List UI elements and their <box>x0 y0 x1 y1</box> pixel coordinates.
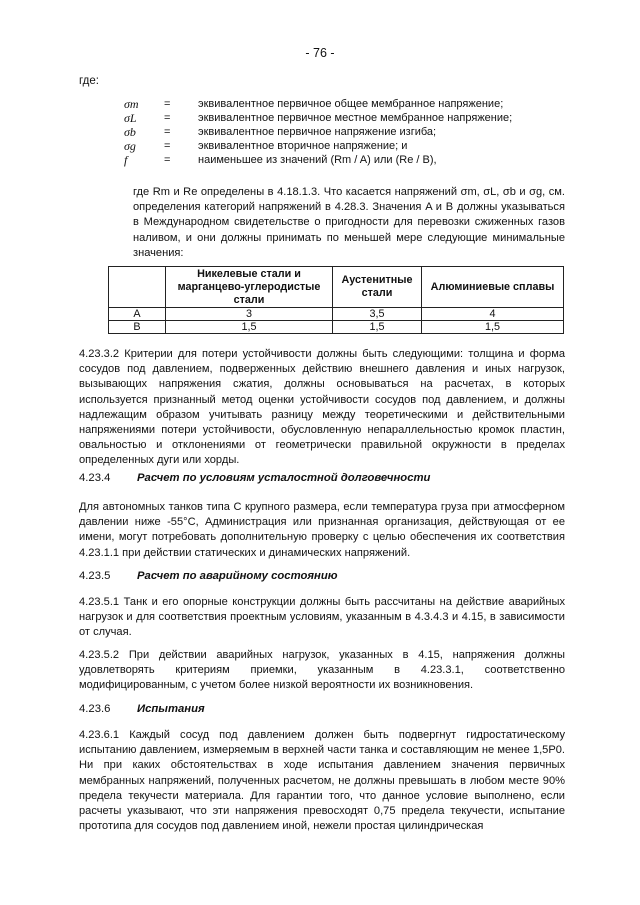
table-header-row <box>109 267 564 308</box>
heading-title: Испытания <box>137 703 205 715</box>
definition-text: эквивалентное первичное напряжение изгиба; <box>198 126 437 138</box>
definition-symbol: σg <box>124 139 136 153</box>
table-header-cell <box>109 267 166 308</box>
definition-paragraph: где Rm и Re определены в 4.18.1.3. Что касается напряжений σm, σL, σb и σg, см. определения категорий напряжений в 4.28.3. Значения A и B должны указываться в Международном свидетельстве о пригодности для перевозки сжиженных газов наливом, и они должны принимать по меньшей мере следующие минимальные значения: <box>133 186 565 259</box>
table-cell: 1,5 <box>422 321 564 334</box>
table-header-cell: Аустенитные стали <box>333 267 422 308</box>
definition-row <box>124 111 512 125</box>
definitions-list <box>124 97 512 167</box>
definition-symbol: σb <box>124 125 136 139</box>
heading-number: 4.23.4 <box>79 472 111 484</box>
definition-symbol: σL <box>124 111 137 125</box>
paragraph-4-23-3-2: 4.23.3.2 Критерии для потери устойчивости должны быть следующими: толщина и форма сосудов под давлением, подверженных действию внешнего давления и иных нагрузок, вызывающих напряжения сжатия, должны основываться на расчетах, в которых используется признанный метод оценки устойчивости сосудов под давлением, и должны надлежащим образом учитывать разницу между теоретическими и действительными напряжениями потери устойчивости, обусловленную непараллельностью кромок пластин, овальностью и отклонениями от геометрически правильной окружности в пределах определенных дуги или хорды. <box>79 348 565 467</box>
table-row <box>109 321 564 334</box>
definition-text: эквивалентное первичное местное мембранное напряжение; <box>198 112 513 124</box>
paragraph-4-23-4: Для автономных танков типа C крупного размера, если температура груза при атмосферном давлении ниже -55°C, Администрация или признанная организация, действующая от ее имени, могут потребовать дополнительную проверку с целью обеспечения их соответствия 4.23.1.1 при действии статических и динамических напряжений. <box>79 501 565 559</box>
heading-title: Расчет по условиям усталостной долговечности <box>137 472 431 484</box>
definition-text: наименьшее из значений (Rm / A) или (Re / B), <box>198 154 437 166</box>
heading-4-23-6 <box>79 703 205 715</box>
table-cell: 3 <box>166 308 333 321</box>
equals-sign: = <box>164 112 171 124</box>
definition-symbol: σm <box>124 97 139 111</box>
heading-title: Расчет по аварийному состоянию <box>137 570 338 582</box>
paragraph-4-23-6-1: 4.23.6.1 Каждый сосуд под давлением должен быть подвергнут гидростатическому испытанию давлением, измеряемым в верхней части танка и составляющим не менее 1,5P0. Ни при каких обстоятельствах в ходе испытания давлением значения первичных мембранных напряжений, полученных расчетом, не должны превышать в любом месте 90% предела текучести материала. Для гарантии того, что данное условие выполнено, если расчеты указывают, что эти напряжения превосходят 0,75 предела текучести, испытание прототипа для сосудов под давлением иной, нежели простая цилиндрическая <box>79 729 565 833</box>
table-header-cell: Алюминиевые сплавы <box>422 267 564 308</box>
definition-row <box>124 97 512 111</box>
definition-text: эквивалентное вторичное напряжение; и <box>198 140 408 152</box>
table-cell: 1,5 <box>166 321 333 334</box>
intro-word: где: <box>79 75 99 87</box>
definition-symbol: f <box>124 153 128 167</box>
table-cell: B <box>109 321 166 334</box>
definition-row <box>124 125 512 139</box>
equals-sign: = <box>164 98 171 110</box>
table-cell: A <box>109 308 166 321</box>
definition-row <box>124 153 512 167</box>
equals-sign: = <box>164 126 171 138</box>
table-cell: 1,5 <box>333 321 422 334</box>
page-number: - 76 - <box>305 46 335 60</box>
equals-sign: = <box>164 154 171 166</box>
heading-4-23-5 <box>79 570 338 582</box>
paragraph-4-23-5-2: 4.23.5.2 При действии аварийных нагрузок, указанных в 4.15, напряжения должны удовлетворять критериям приемки, указанным в 4.23.3.1, соответственно модифицированным, с учетом более низкой вероятности их возникновения. <box>79 649 565 692</box>
table-cell: 3,5 <box>333 308 422 321</box>
heading-number: 4.23.6 <box>79 703 111 715</box>
definition-text: эквивалентное первичное общее мембранное напряжение; <box>198 98 504 110</box>
definition-row <box>124 139 512 153</box>
heading-4-23-4 <box>79 472 430 484</box>
heading-number: 4.23.5 <box>79 570 111 582</box>
safety-factor-table <box>108 266 564 334</box>
equals-sign: = <box>164 140 171 152</box>
table-cell: 4 <box>422 308 564 321</box>
table-row <box>109 308 564 321</box>
table-header-cell: Никелевые стали и марганцево-углеродистые стали <box>166 267 333 308</box>
paragraph-4-23-5-1: 4.23.5.1 Танк и его опорные конструкции должны быть рассчитаны на действие аварийных нагрузок и для соответствия проектным условиям, указанным в 4.3.4.3 и 4.15, в зависимости от случая. <box>79 596 565 639</box>
